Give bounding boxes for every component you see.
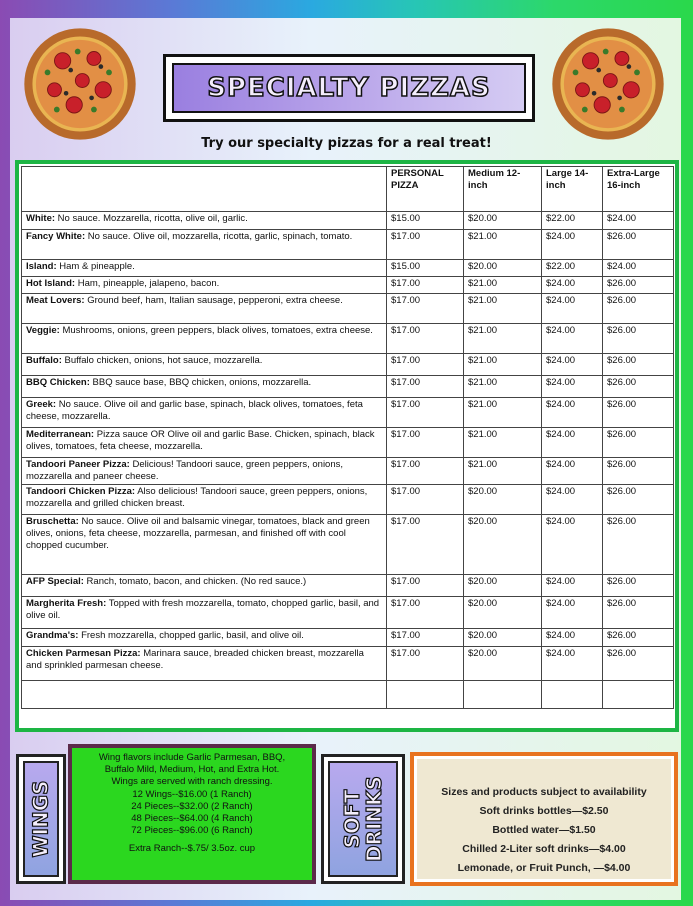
pizza-description-cell [22,324,387,354]
drinks-info-box [410,752,678,886]
table-body [22,212,674,709]
price-cell: $15.00 [387,260,464,277]
title-banner [163,54,535,122]
pizza-toppings: No sauce. Olive oil, mozzarella, ricotta, garlic, spinach, tomato. [87,231,353,242]
column-header: Extra-Large 16-inch [603,167,674,212]
pizza-name: Mediterranean: [26,429,95,440]
table-row [22,647,674,681]
price-cell: $21.00 [464,458,542,485]
table-row [22,597,674,629]
price-cell: $24.00 [542,597,603,629]
price-cell: $20.00 [464,212,542,230]
price-cell: $26.00 [603,277,674,294]
price-cell: $24.00 [542,647,603,681]
price-cell: $21.00 [464,428,542,458]
empty-cell [387,681,464,709]
price-cell: $26.00 [603,376,674,398]
drinks-info [417,759,671,879]
pizza-toppings: Fresh mozzarella, chopped garlic, basil, and olive oil. [81,630,304,641]
pizza-toppings: Ham, pineapple, jalapeno, bacon. [77,278,220,289]
pizza-toppings: Topped with fresh mozzarella, tomato, chopped garlic, basil, and olive oil. [26,598,380,621]
pizza-name: AFP Special: [26,576,84,587]
wings-heading: WINGS [29,780,53,858]
price-cell: $22.00 [542,260,603,277]
price-cell: $17.00 [387,428,464,458]
pizza-name: White: [26,213,56,224]
pizza-illustration [550,26,666,142]
price-cell: $26.00 [603,398,674,428]
wings-info-box [68,744,316,884]
pizza-toppings: Ranch, tomato, bacon, and chicken. (No red sauce.) [86,576,307,587]
price-cell: $24.00 [542,458,603,485]
pizza-price-table [15,160,679,732]
price-cell: $24.00 [542,324,603,354]
soft-drinks-label [321,754,405,884]
price-cell: $26.00 [603,647,674,681]
table-row [22,515,674,575]
price-cell: $21.00 [464,294,542,324]
pizza-name: Buffalo: [26,355,62,366]
price-cell: $17.00 [387,629,464,647]
empty-cell [542,681,603,709]
pizza-name: Chicken Parmesan Pizza: [26,648,141,659]
price-cell: $24.00 [542,277,603,294]
soft-drinks-label-inner [328,761,398,877]
price-cell: $17.00 [387,324,464,354]
pizza-name: Hot Island: [26,278,76,289]
empty-cell [603,681,674,709]
price-cell: $17.00 [387,515,464,575]
price-cell: $17.00 [387,597,464,629]
pizza-toppings: Ground beef, ham, Italian sausage, pepperoni, extra cheese. [87,295,343,306]
price-cell: $17.00 [387,398,464,428]
pizza-description-cell [22,515,387,575]
table-row [22,277,674,294]
table-row [22,398,674,428]
pizza-description-cell [22,398,387,428]
pizza-description-cell [22,485,387,515]
pizza-name: Meat Lovers: [26,295,85,306]
pizza-description-cell [22,230,387,260]
price-cell: $24.00 [542,485,603,515]
pizza-description-cell [22,294,387,324]
price-cell: $17.00 [387,294,464,324]
pizza-name: Bruschetta: [26,516,79,527]
column-header: Medium 12-inch [464,167,542,212]
price-cell: $24.00 [542,376,603,398]
pizza-description-cell [22,260,387,277]
price-cell: $21.00 [464,376,542,398]
pizza-name: Fancy White: [26,231,86,242]
pizza-description-cell [22,629,387,647]
table-row [22,212,674,230]
wings-line: 72 Pieces--$96.00 (6 Ranch) [131,825,253,837]
price-cell: $21.00 [464,354,542,376]
price-cell: $26.00 [603,354,674,376]
price-cell: $24.00 [603,212,674,230]
pizza-toppings: No sauce. Mozzarella, ricotta, olive oil, garlic. [57,213,248,224]
soft-drinks-heading-bottom: DRINKS [362,775,386,863]
empty-cell [22,681,387,709]
price-cell: $20.00 [464,647,542,681]
price-cell: $21.00 [464,398,542,428]
pizza-description-cell [22,647,387,681]
pizza-name: Greek: [26,399,57,410]
drinks-line: Lemonade, or Fruit Punch, —$4.00 [457,862,631,874]
pizza-description-cell [22,277,387,294]
pizza-description-cell [22,354,387,376]
table-row [22,629,674,647]
price-cell: $17.00 [387,458,464,485]
table-row [22,575,674,597]
pizza-description-cell [22,212,387,230]
price-cell: $26.00 [603,629,674,647]
column-header [22,167,387,212]
table-row [22,260,674,277]
wings-line: 48 Pieces--$64.00 (4 Ranch) [131,813,253,825]
price-cell: $21.00 [464,324,542,354]
column-header: Large 14-inch [542,167,603,212]
wings-label-inner [23,761,59,877]
price-cell: $24.00 [542,428,603,458]
pizza-toppings: Buffalo chicken, onions, hot sauce, mozzarella. [64,355,263,366]
wings-info [72,748,312,880]
price-cell: $21.00 [464,230,542,260]
price-cell: $20.00 [464,515,542,575]
price-cell: $24.00 [542,230,603,260]
price-cell: $24.00 [542,294,603,324]
drinks-line: Soft drinks bottles—$2.50 [479,805,609,817]
wings-line: Buffalo Mild, Medium, Hot, and Extra Hot. [104,764,280,776]
price-cell: $17.00 [387,277,464,294]
price-cell: $26.00 [603,230,674,260]
pizza-description-cell [22,428,387,458]
table-row [22,324,674,354]
wings-line: 24 Pieces--$32.00 (2 Ranch) [131,800,253,812]
price-cell: $24.00 [542,354,603,376]
pizza-toppings: Ham & pineapple. [59,261,135,272]
pizza-toppings: No sauce. Olive oil and garlic base, spinach, black olives, tomatoes, feta cheese, mozzarella. [26,399,363,422]
pizza-description-cell [22,597,387,629]
table-row [22,428,674,458]
price-cell: $26.00 [603,458,674,485]
empty-cell [464,681,542,709]
price-cell: $20.00 [464,485,542,515]
price-cell: $20.00 [464,575,542,597]
price-cell: $26.00 [603,294,674,324]
wings-extra-ranch: Extra Ranch--$.75/ 3.5oz. cup [128,843,256,855]
price-cell: $26.00 [603,324,674,354]
page-title: SPECIALTY PIZZAS [207,73,491,103]
price-cell: $24.00 [603,260,674,277]
pizza-toppings: Mushrooms, onions, green peppers, black olives, tomatoes, extra cheese. [62,325,373,336]
price-cell: $24.00 [542,629,603,647]
price-cell: $24.00 [542,515,603,575]
wings-line: Wings are served with ranch dressing. [111,776,273,788]
price-cell: $20.00 [464,629,542,647]
price-cell: $26.00 [603,428,674,458]
price-cell: $22.00 [542,212,603,230]
price-cell: $26.00 [603,485,674,515]
pizza-description-cell [22,376,387,398]
pizza-toppings: BBQ sauce base, BBQ chicken, onions, mozzarella. [92,377,312,388]
pizza-toppings: Marinara sauce, breaded chicken breast, mozzarella and sprinkled parmesan cheese. [26,648,364,671]
pizza-name: Island: [26,261,57,272]
price-cell: $20.00 [464,260,542,277]
price-cell: $20.00 [464,597,542,629]
page-subtitle: Try our specialty pizzas for a real treat! [201,136,492,151]
table-row [22,230,674,260]
table-row [22,458,674,485]
pizza-toppings: Also delicious! Tandoori sauce, green peppers, onions, mozzarella and grilled chicken breast. [26,486,368,509]
pizza-toppings: No sauce. Olive oil and balsamic vinegar, tomatoes, black and green olives, onions, feta cheese, mozzarella, parmesan, and finished off with cool chopped cucumber. [26,516,370,551]
column-header: PERSONAL PIZZA [387,167,464,212]
wings-line: Wing flavors include Garlic Parmesan, BBQ, [98,752,286,763]
pizza-description-cell [22,575,387,597]
pizza-name: Grandma's: [26,630,79,641]
table-row [22,294,674,324]
table-row-empty [22,681,674,709]
drinks-line: Chilled 2-Liter soft drinks—$4.00 [462,843,626,855]
price-cell: $26.00 [603,597,674,629]
pizza-name: Margherita Fresh: [26,598,107,609]
wings-line: 12 Wings--$16.00 (1 Ranch) [132,788,252,800]
pizza-name: Veggie: [26,325,60,336]
price-cell: $17.00 [387,354,464,376]
price-cell: $15.00 [387,212,464,230]
pizza-illustration [22,26,138,142]
drinks-line: Bottled water—$1.50 [492,824,596,836]
pizza-table [21,166,674,709]
table-header-row [22,167,674,212]
price-cell: $26.00 [603,575,674,597]
price-cell: $17.00 [387,376,464,398]
soft-drinks-heading [341,776,385,862]
price-cell: $24.00 [542,398,603,428]
price-cell: $17.00 [387,230,464,260]
pizza-toppings: Delicious! Tandoori sauce, green peppers, onions, mozzarella and paneer cheese. [26,459,344,482]
wings-label [16,754,66,884]
price-cell: $17.00 [387,485,464,515]
pizza-name: Tandoori Chicken Pizza: [26,486,136,497]
table-row [22,485,674,515]
pizza-description-cell [22,458,387,485]
soft-drinks-heading-top: SOFT [340,789,364,849]
pizza-name: Tandoori Paneer Pizza: [26,459,130,470]
price-cell: $26.00 [603,515,674,575]
title-banner-inner [172,63,526,113]
price-cell: $17.00 [387,575,464,597]
drinks-line: Sizes and products subject to availability [441,786,647,798]
pizza-toppings: Pizza sauce OR Olive oil and garlic Base. Chicken, spinach, black olives, tomatoes, feta cheese, mozzarella. [26,429,375,452]
table-row [22,354,674,376]
price-cell: $21.00 [464,277,542,294]
pizza-name: BBQ Chicken: [26,377,90,388]
price-cell: $17.00 [387,647,464,681]
price-cell: $24.00 [542,575,603,597]
table-row [22,376,674,398]
